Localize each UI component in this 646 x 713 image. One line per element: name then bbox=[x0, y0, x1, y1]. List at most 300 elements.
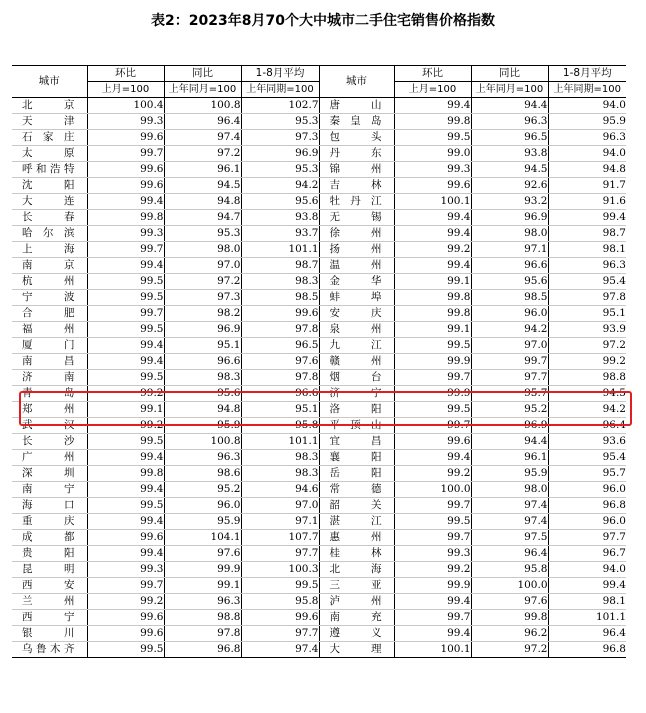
table-row bbox=[12, 258, 626, 274]
yoy-value: 97.4 bbox=[164, 130, 241, 146]
city-label: 泉州 bbox=[329, 323, 382, 335]
yoy-value: 94.8 bbox=[164, 194, 241, 210]
mom-value: 99.4 bbox=[394, 210, 471, 226]
avg-value: 96.0 bbox=[548, 514, 626, 530]
city-label: 上海 bbox=[22, 243, 75, 255]
avg-value: 96.7 bbox=[548, 546, 626, 562]
table-row bbox=[12, 578, 626, 594]
city-label: 沈阳 bbox=[22, 179, 75, 191]
avg-value: 96.8 bbox=[548, 642, 626, 658]
city-name bbox=[319, 290, 394, 306]
city-label: 昆明 bbox=[22, 563, 75, 575]
yoy-value: 94.4 bbox=[471, 98, 548, 114]
table-row bbox=[12, 530, 626, 546]
city-name bbox=[319, 274, 394, 290]
city-name bbox=[319, 562, 394, 578]
table-row bbox=[12, 466, 626, 482]
avg-value: 95.8 bbox=[241, 418, 319, 434]
city-name bbox=[12, 114, 87, 130]
avg-value: 97.7 bbox=[241, 626, 319, 642]
avg-value: 96.0 bbox=[548, 482, 626, 498]
yoy-value: 96.2 bbox=[471, 626, 548, 642]
mom-value: 99.7 bbox=[394, 530, 471, 546]
header-yoy-base-left: 上年同月=100 bbox=[164, 82, 241, 98]
avg-value: 94.2 bbox=[241, 178, 319, 194]
city-name bbox=[12, 434, 87, 450]
city-name bbox=[319, 114, 394, 130]
avg-value: 94.8 bbox=[548, 162, 626, 178]
table-row bbox=[12, 418, 626, 434]
yoy-value: 97.4 bbox=[471, 498, 548, 514]
city-name bbox=[319, 402, 394, 418]
avg-value: 93.9 bbox=[548, 322, 626, 338]
city-label: 北海 bbox=[329, 563, 382, 575]
mom-value: 99.2 bbox=[87, 386, 164, 402]
avg-value: 101.1 bbox=[548, 610, 626, 626]
table-row bbox=[12, 514, 626, 530]
yoy-value: 98.5 bbox=[471, 290, 548, 306]
avg-value: 93.7 bbox=[241, 226, 319, 242]
city-label: 安庆 bbox=[329, 307, 382, 319]
city-label: 南宁 bbox=[22, 483, 75, 495]
city-name bbox=[319, 418, 394, 434]
mom-value: 99.1 bbox=[394, 322, 471, 338]
mom-value: 99.6 bbox=[87, 626, 164, 642]
avg-value: 99.6 bbox=[241, 306, 319, 322]
yoy-value: 98.3 bbox=[164, 370, 241, 386]
avg-value: 101.1 bbox=[241, 434, 319, 450]
avg-value: 94.0 bbox=[548, 98, 626, 114]
city-label: 长沙 bbox=[22, 435, 75, 447]
yoy-value: 94.4 bbox=[471, 434, 548, 450]
yoy-value: 97.0 bbox=[471, 338, 548, 354]
avg-value: 96.8 bbox=[548, 498, 626, 514]
city-name bbox=[319, 466, 394, 482]
city-label: 南昌 bbox=[22, 355, 75, 367]
mom-value: 99.7 bbox=[87, 306, 164, 322]
city-name bbox=[12, 178, 87, 194]
table-row bbox=[12, 642, 626, 658]
city-name bbox=[319, 210, 394, 226]
city-label: 吉林 bbox=[329, 179, 382, 191]
yoy-value: 96.9 bbox=[471, 418, 548, 434]
table-row bbox=[12, 562, 626, 578]
header-avg-right: 1-8月平均 bbox=[548, 66, 626, 82]
table-row bbox=[12, 306, 626, 322]
avg-value: 97.1 bbox=[241, 514, 319, 530]
city-name bbox=[12, 386, 87, 402]
city-name bbox=[12, 354, 87, 370]
mom-value: 99.2 bbox=[394, 242, 471, 258]
city-name bbox=[12, 498, 87, 514]
mom-value: 99.8 bbox=[394, 306, 471, 322]
city-name bbox=[12, 338, 87, 354]
yoy-value: 100.8 bbox=[164, 434, 241, 450]
city-label: 秦皇岛 bbox=[329, 115, 382, 127]
avg-value: 95.6 bbox=[241, 194, 319, 210]
mom-value: 99.0 bbox=[394, 146, 471, 162]
city-label: 烟台 bbox=[329, 371, 382, 383]
yoy-value: 95.2 bbox=[471, 402, 548, 418]
yoy-value: 95.3 bbox=[164, 226, 241, 242]
city-label: 洛阳 bbox=[329, 403, 382, 415]
mom-value: 100.1 bbox=[394, 194, 471, 210]
city-name bbox=[319, 354, 394, 370]
city-name bbox=[319, 642, 394, 658]
mom-value: 99.4 bbox=[87, 450, 164, 466]
city-name bbox=[12, 546, 87, 562]
city-name bbox=[12, 258, 87, 274]
table-row bbox=[12, 290, 626, 306]
mom-value: 99.3 bbox=[394, 546, 471, 562]
table-row bbox=[12, 146, 626, 162]
mom-value: 99.1 bbox=[394, 274, 471, 290]
city-label: 西宁 bbox=[22, 611, 75, 623]
city-label: 广州 bbox=[22, 451, 75, 463]
city-name bbox=[319, 386, 394, 402]
table-row bbox=[12, 370, 626, 386]
mom-value: 99.4 bbox=[394, 258, 471, 274]
yoy-value: 96.0 bbox=[164, 498, 241, 514]
city-name bbox=[12, 450, 87, 466]
avg-value: 97.0 bbox=[241, 498, 319, 514]
avg-value: 97.4 bbox=[241, 642, 319, 658]
avg-value: 94.2 bbox=[548, 402, 626, 418]
yoy-value: 104.1 bbox=[164, 530, 241, 546]
city-name bbox=[319, 162, 394, 178]
city-label: 合肥 bbox=[22, 307, 75, 319]
mom-value: 99.7 bbox=[87, 578, 164, 594]
city-label: 蚌埠 bbox=[329, 291, 382, 303]
mom-value: 99.4 bbox=[87, 514, 164, 530]
mom-value: 99.2 bbox=[87, 594, 164, 610]
avg-value: 95.4 bbox=[548, 450, 626, 466]
city-label: 贵阳 bbox=[22, 547, 75, 559]
avg-value: 98.3 bbox=[241, 466, 319, 482]
mom-value: 100.0 bbox=[394, 482, 471, 498]
avg-value: 99.4 bbox=[548, 578, 626, 594]
yoy-value: 98.0 bbox=[471, 482, 548, 498]
city-label: 桂林 bbox=[329, 547, 382, 559]
table-title: 表2：2023年8月70个大中城市二手住宅销售价格指数 bbox=[151, 13, 495, 29]
avg-value: 95.3 bbox=[241, 114, 319, 130]
yoy-value: 99.1 bbox=[164, 578, 241, 594]
city-label: 郑州 bbox=[22, 403, 75, 415]
city-name bbox=[12, 610, 87, 626]
table-row bbox=[12, 434, 626, 450]
city-label: 乌鲁木齐 bbox=[22, 643, 75, 655]
header-mom-base-right: 上月=100 bbox=[394, 82, 471, 98]
yoy-value: 99.8 bbox=[471, 610, 548, 626]
yoy-value: 95.7 bbox=[471, 386, 548, 402]
table-row bbox=[12, 354, 626, 370]
table-row bbox=[12, 450, 626, 466]
header-yoy-left: 同比 bbox=[164, 66, 241, 82]
table-row bbox=[12, 322, 626, 338]
city-name bbox=[12, 130, 87, 146]
header-city-left: 城市 bbox=[12, 66, 87, 98]
city-name bbox=[12, 626, 87, 642]
mom-value: 99.5 bbox=[87, 290, 164, 306]
avg-value: 98.8 bbox=[548, 370, 626, 386]
header-avg-left: 1-8月平均 bbox=[241, 66, 319, 82]
city-name bbox=[12, 306, 87, 322]
city-label: 石家庄 bbox=[22, 131, 75, 143]
city-name bbox=[319, 450, 394, 466]
avg-value: 98.3 bbox=[241, 274, 319, 290]
mom-value: 100.1 bbox=[394, 642, 471, 658]
mom-value: 99.7 bbox=[87, 242, 164, 258]
avg-value: 99.6 bbox=[241, 610, 319, 626]
table-row bbox=[12, 98, 626, 114]
city-label: 呼和浩特 bbox=[22, 163, 75, 175]
yoy-value: 95.6 bbox=[471, 274, 548, 290]
city-label: 西安 bbox=[22, 579, 75, 591]
header-avg-base-right: 上年同期=100 bbox=[548, 82, 626, 98]
city-name bbox=[12, 466, 87, 482]
city-label: 武汉 bbox=[22, 419, 75, 431]
yoy-value: 95.6 bbox=[164, 386, 241, 402]
city-label: 韶关 bbox=[329, 499, 382, 511]
city-name bbox=[12, 98, 87, 114]
city-label: 大理 bbox=[329, 643, 382, 655]
city-name bbox=[12, 274, 87, 290]
header-yoy-base-right: 上年同月=100 bbox=[471, 82, 548, 98]
city-label: 深圳 bbox=[22, 467, 75, 479]
city-label: 常德 bbox=[329, 483, 382, 495]
city-name bbox=[319, 338, 394, 354]
city-name bbox=[319, 610, 394, 626]
mom-value: 99.3 bbox=[87, 114, 164, 130]
city-name bbox=[319, 98, 394, 114]
city-name bbox=[12, 642, 87, 658]
city-label: 包头 bbox=[329, 131, 382, 143]
mom-value: 99.7 bbox=[394, 418, 471, 434]
mom-value: 99.3 bbox=[87, 562, 164, 578]
avg-value: 97.3 bbox=[241, 130, 319, 146]
city-name bbox=[12, 210, 87, 226]
yoy-value: 96.0 bbox=[471, 306, 548, 322]
table-row bbox=[12, 610, 626, 626]
mom-value: 99.4 bbox=[394, 594, 471, 610]
table-row bbox=[12, 402, 626, 418]
yoy-value: 94.2 bbox=[471, 322, 548, 338]
city-name bbox=[12, 578, 87, 594]
table-row bbox=[12, 274, 626, 290]
mom-value: 99.1 bbox=[87, 402, 164, 418]
city-name bbox=[12, 530, 87, 546]
city-label: 平顶山 bbox=[329, 419, 382, 431]
city-name bbox=[319, 226, 394, 242]
city-name bbox=[319, 594, 394, 610]
city-name bbox=[12, 418, 87, 434]
yoy-value: 94.5 bbox=[471, 162, 548, 178]
yoy-value: 96.3 bbox=[471, 114, 548, 130]
mom-value: 99.9 bbox=[394, 354, 471, 370]
yoy-value: 97.5 bbox=[471, 530, 548, 546]
table-row bbox=[12, 338, 626, 354]
city-name bbox=[12, 194, 87, 210]
city-label: 九江 bbox=[329, 339, 382, 351]
mom-value: 99.5 bbox=[394, 514, 471, 530]
city-name bbox=[319, 578, 394, 594]
city-label: 银川 bbox=[22, 627, 75, 639]
yoy-value: 94.8 bbox=[164, 402, 241, 418]
mom-value: 99.7 bbox=[394, 370, 471, 386]
mom-value: 99.7 bbox=[394, 498, 471, 514]
avg-value: 98.7 bbox=[241, 258, 319, 274]
yoy-value: 97.2 bbox=[164, 146, 241, 162]
city-label: 湛江 bbox=[329, 515, 382, 527]
avg-value: 93.8 bbox=[241, 210, 319, 226]
avg-value: 96.3 bbox=[548, 258, 626, 274]
yoy-value: 96.1 bbox=[471, 450, 548, 466]
header-mom-base-left: 上月=100 bbox=[87, 82, 164, 98]
yoy-value: 98.6 bbox=[164, 466, 241, 482]
city-label: 北京 bbox=[22, 99, 75, 111]
yoy-value: 98.0 bbox=[471, 226, 548, 242]
city-label: 徐州 bbox=[329, 227, 382, 239]
city-label: 宜昌 bbox=[329, 435, 382, 447]
avg-value: 97.7 bbox=[241, 546, 319, 562]
yoy-value: 97.3 bbox=[164, 290, 241, 306]
mom-value: 99.4 bbox=[87, 194, 164, 210]
yoy-value: 96.3 bbox=[164, 450, 241, 466]
city-name bbox=[12, 562, 87, 578]
city-name bbox=[319, 498, 394, 514]
city-name bbox=[319, 322, 394, 338]
city-name bbox=[12, 370, 87, 386]
city-label: 赣州 bbox=[329, 355, 382, 367]
mom-value: 99.8 bbox=[394, 290, 471, 306]
avg-value: 99.2 bbox=[548, 354, 626, 370]
avg-value: 97.8 bbox=[241, 322, 319, 338]
avg-value: 98.1 bbox=[548, 594, 626, 610]
city-label: 宁波 bbox=[22, 291, 75, 303]
avg-value: 95.8 bbox=[241, 594, 319, 610]
yoy-value: 97.4 bbox=[471, 514, 548, 530]
yoy-value: 95.1 bbox=[164, 338, 241, 354]
city-label: 锦州 bbox=[329, 163, 382, 175]
city-name bbox=[319, 514, 394, 530]
mom-value: 99.4 bbox=[87, 546, 164, 562]
mom-value: 99.4 bbox=[394, 226, 471, 242]
yoy-value: 98.8 bbox=[164, 610, 241, 626]
city-label: 遵义 bbox=[329, 627, 382, 639]
yoy-value: 94.5 bbox=[164, 178, 241, 194]
yoy-value: 97.0 bbox=[164, 258, 241, 274]
avg-value: 99.4 bbox=[548, 210, 626, 226]
city-label: 兰州 bbox=[22, 595, 75, 607]
mom-value: 99.6 bbox=[394, 434, 471, 450]
avg-value: 101.1 bbox=[241, 242, 319, 258]
avg-value: 95.1 bbox=[548, 306, 626, 322]
mom-value: 99.5 bbox=[394, 338, 471, 354]
city-name bbox=[12, 290, 87, 306]
city-label: 青岛 bbox=[22, 387, 75, 399]
mom-value: 99.5 bbox=[87, 322, 164, 338]
mom-value: 99.4 bbox=[394, 98, 471, 114]
mom-value: 99.7 bbox=[87, 146, 164, 162]
city-name bbox=[12, 514, 87, 530]
city-label: 无锡 bbox=[329, 211, 382, 223]
yoy-value: 99.9 bbox=[164, 562, 241, 578]
avg-value: 100.3 bbox=[241, 562, 319, 578]
mom-value: 99.5 bbox=[87, 498, 164, 514]
avg-value: 97.6 bbox=[241, 354, 319, 370]
avg-value: 94.0 bbox=[548, 562, 626, 578]
city-name bbox=[319, 306, 394, 322]
table-row bbox=[12, 242, 626, 258]
avg-value: 97.8 bbox=[548, 290, 626, 306]
avg-value: 94.6 bbox=[241, 482, 319, 498]
yoy-value: 97.2 bbox=[471, 642, 548, 658]
city-label: 重庆 bbox=[22, 515, 75, 527]
mom-value: 99.4 bbox=[394, 626, 471, 642]
yoy-value: 97.8 bbox=[164, 626, 241, 642]
mom-value: 99.6 bbox=[394, 178, 471, 194]
mom-value: 99.4 bbox=[87, 258, 164, 274]
yoy-value: 97.6 bbox=[471, 594, 548, 610]
yoy-value: 96.6 bbox=[164, 354, 241, 370]
city-name bbox=[319, 178, 394, 194]
yoy-value: 96.3 bbox=[164, 594, 241, 610]
city-name bbox=[12, 322, 87, 338]
yoy-value: 97.2 bbox=[164, 274, 241, 290]
table-row bbox=[12, 594, 626, 610]
mom-value: 99.8 bbox=[87, 210, 164, 226]
mom-value: 99.5 bbox=[394, 402, 471, 418]
city-label: 大连 bbox=[22, 195, 75, 207]
yoy-value: 92.6 bbox=[471, 178, 548, 194]
mom-value: 99.8 bbox=[394, 114, 471, 130]
avg-value: 95.1 bbox=[241, 402, 319, 418]
city-label: 扬州 bbox=[329, 243, 382, 255]
city-label: 南京 bbox=[22, 259, 75, 271]
city-name bbox=[319, 146, 394, 162]
mom-value: 99.5 bbox=[394, 130, 471, 146]
avg-value: 91.6 bbox=[548, 194, 626, 210]
avg-value: 96.6 bbox=[241, 386, 319, 402]
avg-value: 102.7 bbox=[241, 98, 319, 114]
city-label: 厦门 bbox=[22, 339, 75, 351]
city-name bbox=[319, 242, 394, 258]
price-index-table bbox=[12, 65, 626, 658]
avg-value: 95.9 bbox=[548, 114, 626, 130]
mom-value: 99.9 bbox=[394, 386, 471, 402]
city-label: 哈尔滨 bbox=[22, 227, 75, 239]
mom-value: 99.4 bbox=[87, 482, 164, 498]
city-name bbox=[12, 594, 87, 610]
mom-value: 99.6 bbox=[87, 610, 164, 626]
table-row bbox=[12, 178, 626, 194]
avg-value: 98.3 bbox=[241, 450, 319, 466]
city-label: 牡丹江 bbox=[329, 195, 382, 207]
table-row bbox=[12, 114, 626, 130]
yoy-value: 100.0 bbox=[471, 578, 548, 594]
city-label: 唐山 bbox=[329, 99, 382, 111]
city-name bbox=[319, 258, 394, 274]
yoy-value: 95.9 bbox=[164, 418, 241, 434]
yoy-value: 95.9 bbox=[164, 514, 241, 530]
city-name bbox=[12, 162, 87, 178]
city-label: 福州 bbox=[22, 323, 75, 335]
avg-value: 96.9 bbox=[241, 146, 319, 162]
avg-value: 97.2 bbox=[548, 338, 626, 354]
mom-value: 99.5 bbox=[87, 370, 164, 386]
mom-value: 99.6 bbox=[87, 162, 164, 178]
city-name bbox=[12, 226, 87, 242]
